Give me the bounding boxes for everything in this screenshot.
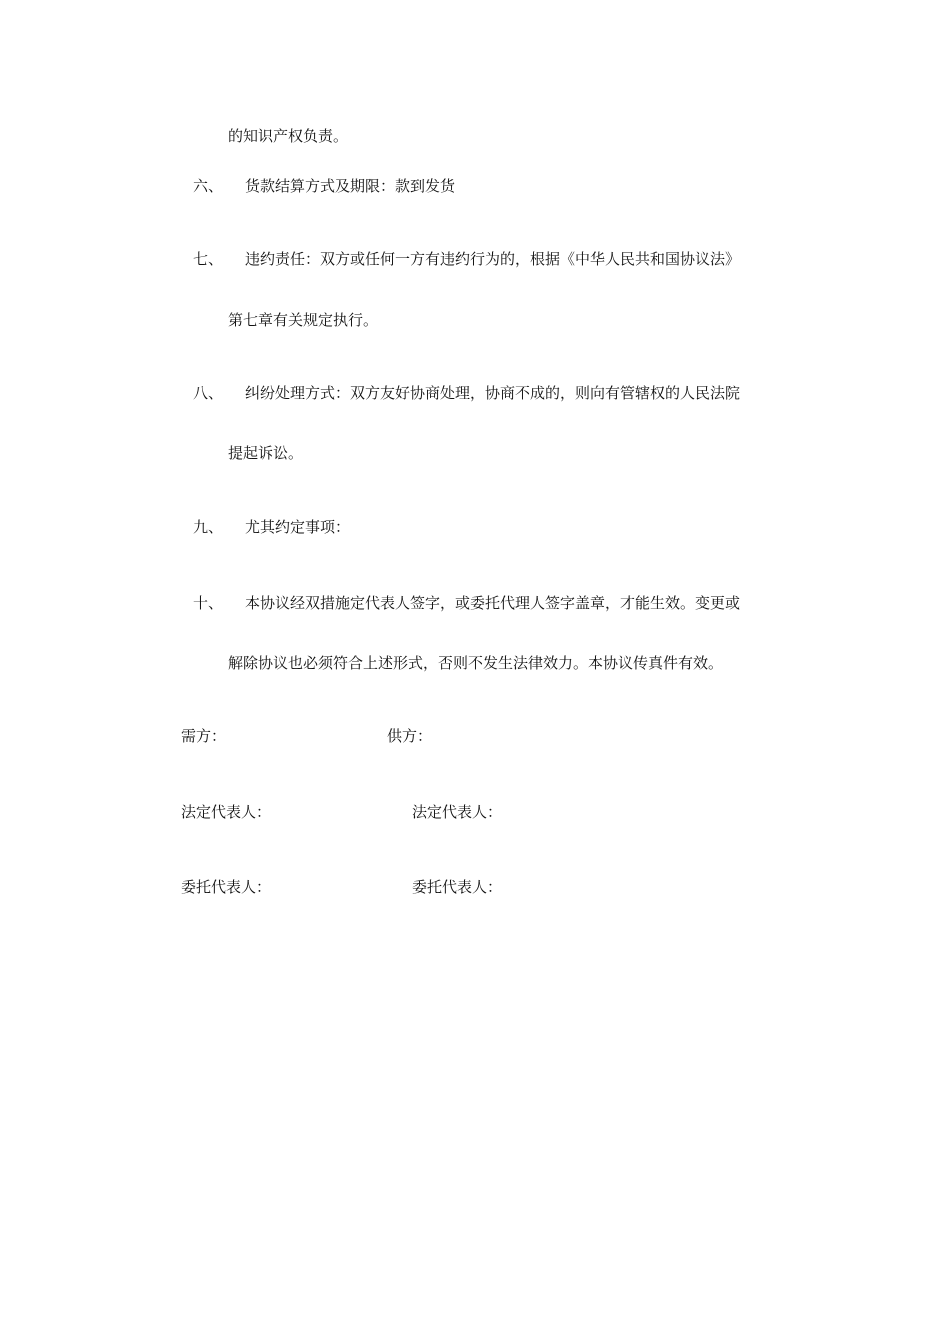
clause-9-text: 尤其约定事项： xyxy=(245,518,351,536)
buyer-agent-label: 委托代表人： xyxy=(181,878,272,896)
clause-7-line1: 违约责任：双方或任何一方有违约行为的，根据《中华人民共和国协议法》 xyxy=(245,250,741,268)
seller-label: 供方： xyxy=(387,727,433,745)
buyer-legal-rep-label: 法定代表人： xyxy=(181,803,272,821)
seller-agent-label: 委托代表人： xyxy=(412,878,503,896)
clause-6-text: 货款结算方式及期限：款到发货 xyxy=(245,177,456,195)
clause-10-line1: 本协议经双措施定代表人签字，或委托代理人签字盖章，才能生效。变更或 xyxy=(245,594,741,612)
buyer-label: 需方： xyxy=(181,727,227,745)
clause-8-number: 八、 xyxy=(193,384,224,402)
clause-8-line2: 提起诉讼。 xyxy=(228,444,304,462)
clause-10-number: 十、 xyxy=(193,594,224,612)
seller-legal-rep-label: 法定代表人： xyxy=(412,803,503,821)
clause-10-line2: 解除协议也必须符合上述形式，否则不发生法律效力。本协议传真件有效。 xyxy=(228,654,724,672)
clause-9-number: 九、 xyxy=(193,518,224,536)
clause-7-number: 七、 xyxy=(193,250,224,268)
clause-7-line2: 第七章有关规定执行。 xyxy=(228,311,379,329)
clause-8-line1: 纠纷处理方式：双方友好协商处理，协商不成的，则向有管辖权的人民法院 xyxy=(245,384,741,402)
clause-6-number: 六、 xyxy=(193,177,224,195)
clause-continuation: 的知识产权负责。 xyxy=(228,127,349,145)
